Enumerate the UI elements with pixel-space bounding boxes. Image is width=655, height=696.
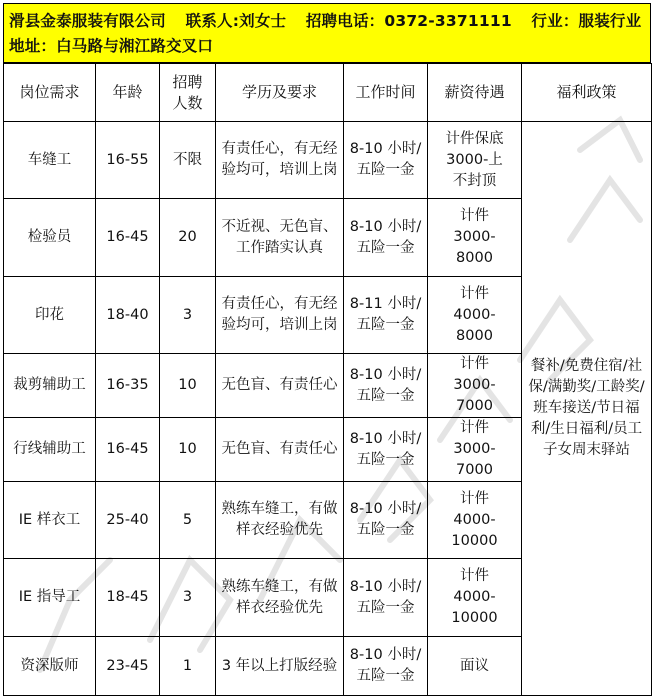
- column-header: 岗位需求: [4, 64, 96, 122]
- job-requirement: 无色盲、有责任心: [216, 418, 344, 482]
- job-title: IE 样衣工: [4, 482, 96, 559]
- job-hours: 8-11 小时/五险一金: [344, 277, 428, 354]
- job-hours: 8-10 小时/五险一金: [344, 637, 428, 696]
- column-header: 福利政策: [522, 64, 652, 122]
- job-salary: 面议: [428, 637, 522, 696]
- contact-person: 联系人:刘女士: [185, 12, 287, 30]
- job-title: 行线辅助工: [4, 418, 96, 482]
- job-hours: 8-10 小时/五险一金: [344, 354, 428, 418]
- table-row: [4, 122, 652, 199]
- job-requirement: 熟练车缝工，有做样衣经验优先: [216, 482, 344, 559]
- job-hours: 8-10 小时/五险一金: [344, 418, 428, 482]
- job-age: 16-45: [96, 199, 160, 277]
- job-posting-header: [3, 3, 651, 63]
- job-age: 16-45: [96, 418, 160, 482]
- job-hours: 8-10 小时/五险一金: [344, 482, 428, 559]
- job-count: 1: [160, 637, 216, 696]
- job-age: 23-45: [96, 637, 160, 696]
- column-header: 学历及要求: [216, 64, 344, 122]
- job-hours: 8-10 小时/五险一金: [344, 122, 428, 199]
- company-name: 滑县金泰服装有限公司: [9, 12, 167, 30]
- job-salary: 计件3000-8000: [428, 199, 522, 277]
- job-age: 25-40: [96, 482, 160, 559]
- column-header: 工作时间: [344, 64, 428, 122]
- job-count: 10: [160, 418, 216, 482]
- job-count: 10: [160, 354, 216, 418]
- industry: 行业：服装行业: [531, 12, 642, 30]
- job-age: 18-45: [96, 559, 160, 637]
- column-header: 招聘人数: [160, 64, 216, 122]
- job-count: 3: [160, 277, 216, 354]
- recruit-phone: 招聘电话：0372-3371111: [305, 12, 512, 30]
- job-count: 5: [160, 482, 216, 559]
- job-hours: 8-10 小时/五险一金: [344, 559, 428, 637]
- table-header-row: [4, 64, 652, 122]
- company-address: 地址：白马路与湘江路交叉口: [9, 37, 214, 55]
- job-count: 3: [160, 559, 216, 637]
- job-salary: 计件3000-7000: [428, 418, 522, 482]
- column-header: 薪资待遇: [428, 64, 522, 122]
- job-salary: 计件保底 3000-上不封顶: [428, 122, 522, 199]
- job-table: [3, 63, 652, 696]
- header-line-2: [9, 35, 213, 57]
- job-title: 印花: [4, 277, 96, 354]
- job-title: 裁剪辅助工: [4, 354, 96, 418]
- benefits-policy: 餐补/免费住宿/社保/满勤奖/工龄奖/班车接送/节日福利/生日福利/员工子女周末驿站: [522, 122, 652, 696]
- job-title: 资深版师: [4, 637, 96, 696]
- job-requirement: 无色盲、有责任心: [216, 354, 344, 418]
- job-requirement: 3 年以上打版经验: [216, 637, 344, 696]
- job-age: 16-55: [96, 122, 160, 199]
- column-header: 年龄: [96, 64, 160, 122]
- job-requirement: 熟练车缝工，有做样衣经验优先: [216, 559, 344, 637]
- job-count: 不限: [160, 122, 216, 199]
- job-salary: 计件4000-8000: [428, 277, 522, 354]
- job-salary: 计件3000-7000: [428, 354, 522, 418]
- job-salary: 计件4000-10000: [428, 559, 522, 637]
- job-requirement: 不近视、无色盲、工作踏实认真: [216, 199, 344, 277]
- job-requirement: 有责任心，有无经验均可，培训上岗: [216, 277, 344, 354]
- job-hours: 8-10 小时/五险一金: [344, 199, 428, 277]
- job-salary: 计件4000-10000: [428, 482, 522, 559]
- job-age: 18-40: [96, 277, 160, 354]
- job-title: IE 指导工: [4, 559, 96, 637]
- job-count: 20: [160, 199, 216, 277]
- job-title: 检验员: [4, 199, 96, 277]
- header-line-1: [9, 10, 641, 32]
- job-title: 车缝工: [4, 122, 96, 199]
- job-age: 16-35: [96, 354, 160, 418]
- job-requirement: 有责任心，有无经验均可，培训上岗: [216, 122, 344, 199]
